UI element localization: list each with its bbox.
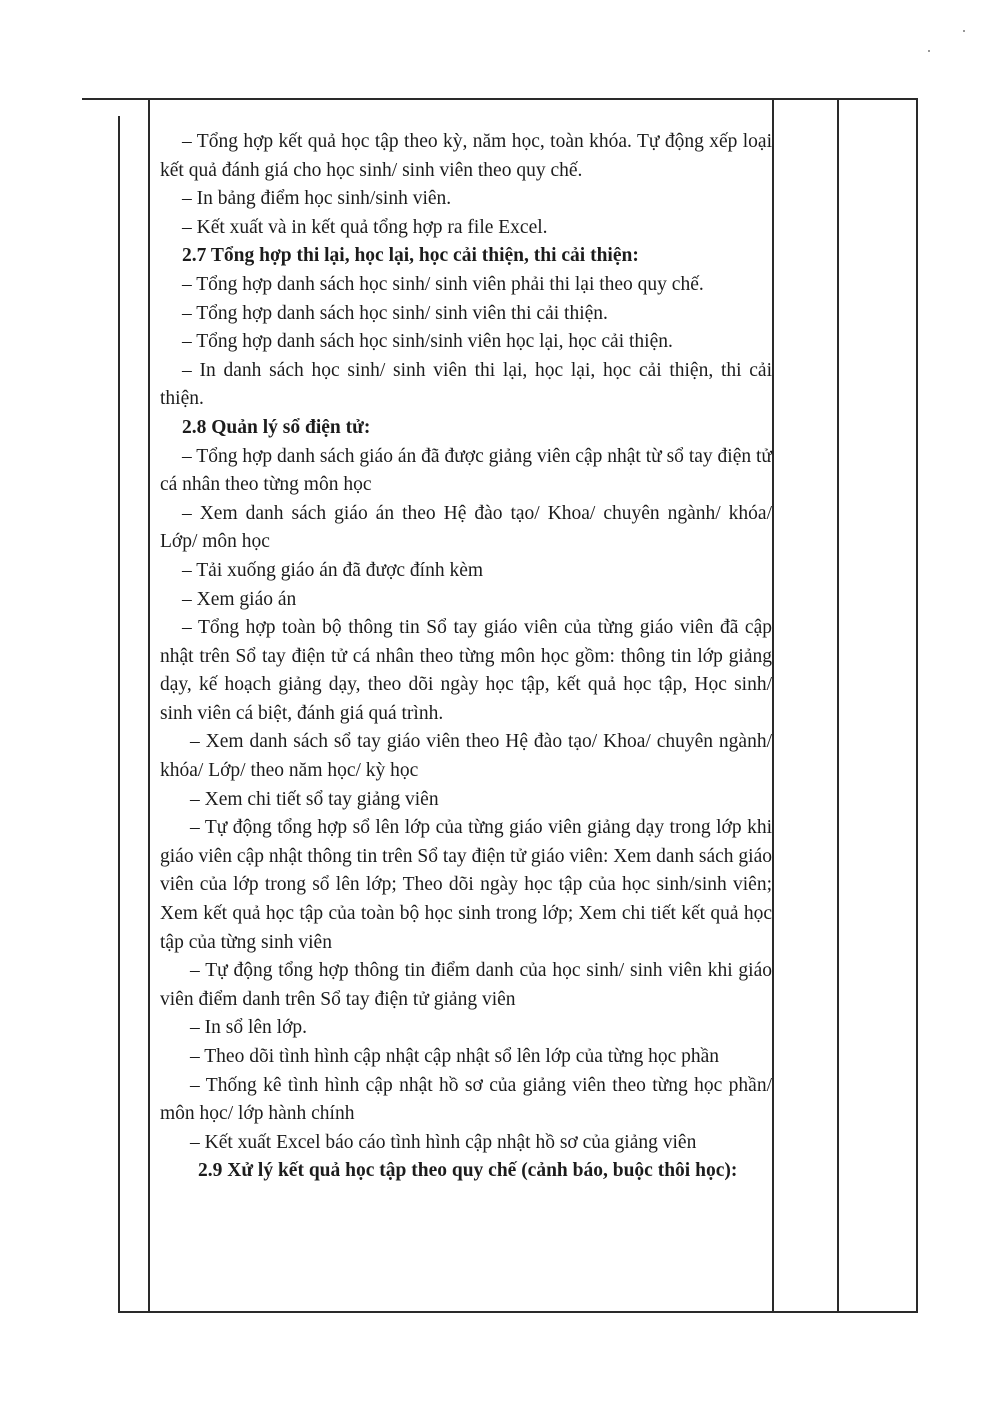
list-item: – Tổng hợp danh sách học sinh/ sinh viên phải thi lại theo quy chế. bbox=[182, 273, 704, 295]
list-item: – Tải xuống giáo án đã được đính kèm bbox=[182, 559, 484, 581]
table-top-border bbox=[82, 98, 916, 100]
list-item: – Kết xuất và in kết quả tổng hợp ra file Excel. bbox=[182, 216, 548, 238]
section-heading-2-7: 2.7 Tổng hợp thi lại, học lại, học cải thiện, thi cải thiện: bbox=[182, 245, 639, 267]
list-item: – Tự động tổng hợp sổ lên lớp của từng giáo viên giảng dạy trong lớp khi giáo viên cập nhật thông tin trên Sổ tay điện tử giáo viên: Xem danh sách giáo viên của lớp trong sổ lên lớp; Theo dõi ngày học tập của học sinh/sinh viên; Xem kết quả học tập của toàn bộ học sinh trong lớp; Xem chi tiết kết quả học tập của từng sinh viên bbox=[160, 817, 772, 953]
scan-speck bbox=[928, 50, 930, 52]
scan-speck bbox=[963, 30, 965, 32]
table-col-line-4 bbox=[837, 100, 839, 1312]
list-item: – In danh sách học sinh/ sinh viên thi lại, học lại, học cải thiện, thi cải thiện. bbox=[160, 359, 772, 410]
list-item: – Kết xuất Excel báo cáo tình hình cập nhật hồ sơ của giảng viên bbox=[190, 1131, 697, 1153]
table-bottom-border bbox=[118, 1311, 918, 1313]
table-col-line-3 bbox=[772, 100, 774, 1312]
list-item: – Theo dõi tình hình cập nhật cập nhật sổ lên lớp của từng học phần bbox=[190, 1046, 720, 1067]
list-item: – In bảng điểm học sinh/sinh viên. bbox=[182, 188, 452, 210]
list-item: – Tổng hợp danh sách giáo án đã được giảng viên cập nhật từ sổ tay điện tử cá nhân theo từng môn học bbox=[160, 445, 772, 496]
list-item: – Xem danh sách giáo án theo Hệ đào tạo/ Khoa/ chuyên ngành/ khóa/ Lớp/ môn học bbox=[160, 502, 772, 553]
table-col-line-1 bbox=[118, 116, 120, 1312]
section-heading-2-9: 2.9 Xử lý kết quả học tập theo quy chế (cảnh báo, buộc thôi học): bbox=[198, 1160, 738, 1182]
list-item: – Thống kê tình hình cập nhật hồ sơ của giảng viên theo từng học phần/ môn học/ lớp hành chính bbox=[160, 1074, 772, 1125]
list-item: – Tổng hợp kết quả học tập theo kỳ, năm học, toàn khóa. Tự động xếp loại kết quả đánh giá cho học sinh/ sinh viên theo quy chế. bbox=[160, 131, 772, 181]
table-col-line-5 bbox=[916, 98, 918, 1312]
list-item: – In sổ lên lớp. bbox=[190, 1017, 308, 1039]
list-item: – Tự động tổng hợp thông tin điểm danh của học sinh/ sinh viên khi giáo viên điểm danh trên Sổ tay điện tử giảng viên bbox=[160, 960, 772, 1010]
table-content-cell bbox=[160, 128, 772, 1186]
list-item: – Xem chi tiết sổ tay giảng viên bbox=[190, 788, 439, 810]
section-heading-2-8: 2.8 Quản lý sổ điện tử: bbox=[182, 416, 371, 438]
list-item: – Xem danh sách sổ tay giáo viên theo Hệ đào tạo/ Khoa/ chuyên ngành/ khóa/ Lớp/ theo năm học/ kỳ học bbox=[160, 731, 772, 782]
list-item: – Tổng hợp danh sách học sinh/sinh viên học lại, học cải thiện. bbox=[182, 331, 673, 353]
table-col-line-2 bbox=[148, 100, 150, 1312]
list-item: – Xem giáo án bbox=[182, 588, 297, 610]
list-item: – Tổng hợp danh sách học sinh/ sinh viên thi cải thiện. bbox=[182, 302, 608, 324]
list-item: – Tổng hợp toàn bộ thông tin Sổ tay giáo viên của từng giáo viên đã cập nhật trên Sổ tay điện tử cá nhân theo từng môn học gồm: thông tin lớp giảng dạy, kế hoạch giảng dạy, theo dõi ngày học tập, kết quả học tập, Học sinh/ sinh viên cá biệt, đánh giá quá trình. bbox=[160, 617, 772, 724]
